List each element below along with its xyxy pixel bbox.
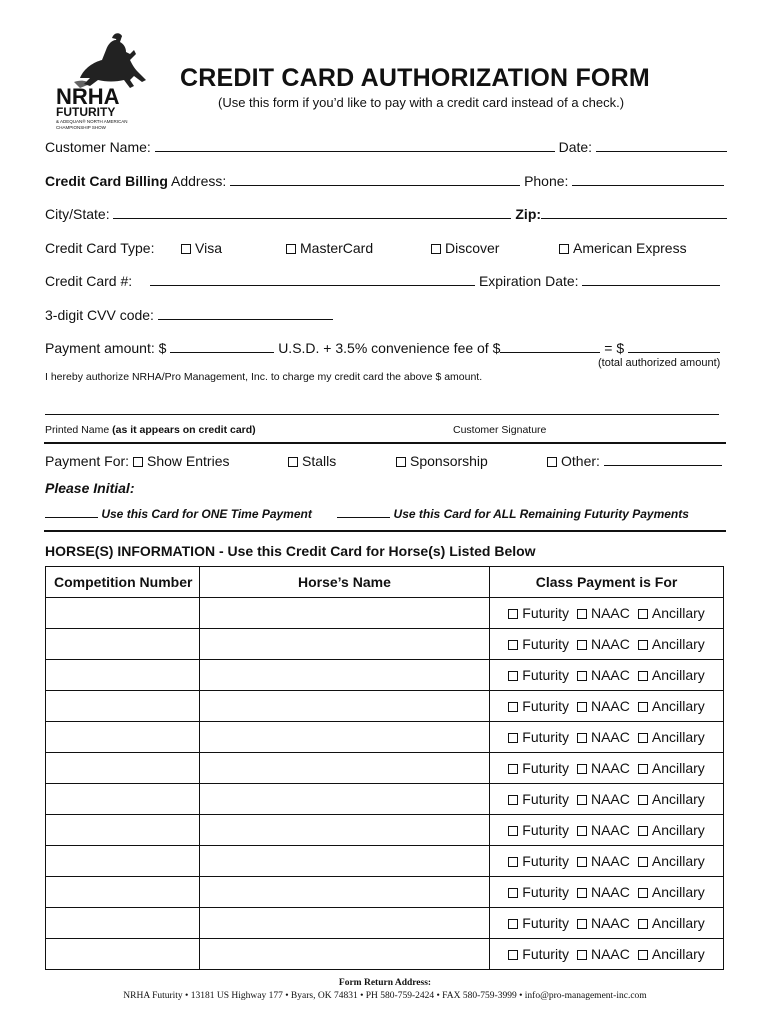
class-payment-cell [490, 753, 724, 784]
form-title: CREDIT CARD AUTHORIZATION FORM [180, 64, 650, 92]
futurity-label: Futurity [522, 791, 569, 807]
naac-checkbox[interactable] [577, 764, 587, 774]
stalls-checkbox[interactable] [288, 457, 298, 467]
class-option-futurity[interactable] [508, 853, 569, 869]
class-payment-cell [490, 877, 724, 908]
table-row [46, 629, 724, 660]
discover-option[interactable]: Discover [431, 240, 499, 256]
card-type-label: Credit Card Type: [45, 240, 155, 256]
futurity-checkbox[interactable] [508, 919, 518, 929]
ancillary-label: Ancillary [651, 853, 705, 869]
ancillary-label: Ancillary [651, 729, 705, 745]
horse-name-cell[interactable] [199, 939, 489, 970]
mastercard-option[interactable]: MasterCard [286, 240, 373, 256]
futurity-checkbox[interactable] [508, 857, 518, 867]
phone-label: Phone: [524, 173, 569, 189]
sponsorship-option[interactable]: Sponsorship [396, 453, 488, 469]
naac-label: NAAC [590, 636, 630, 652]
naac-label: NAAC [590, 698, 630, 714]
all-remaining-label: Use this Card for ALL Remaining Futurity Payments [393, 507, 689, 521]
table-row [46, 908, 724, 939]
naac-checkbox[interactable] [577, 888, 587, 898]
expiration-field[interactable] [582, 273, 720, 286]
class-payment-cell [490, 846, 724, 877]
class-option-ancillary[interactable] [638, 760, 705, 776]
naac-label: NAAC [590, 915, 630, 931]
class-option-ancillary[interactable] [638, 822, 705, 838]
naac-checkbox[interactable] [577, 702, 587, 712]
class-payment-cell [490, 722, 724, 753]
naac-label: NAAC [590, 760, 630, 776]
one-time-label: Use this Card for ONE Time Payment [101, 507, 312, 521]
please-initial-label: Please Initial: [45, 480, 135, 496]
col-class-payment: Class Payment is For [490, 567, 724, 598]
competition-number-cell[interactable] [46, 691, 200, 722]
visa-checkbox[interactable] [181, 244, 191, 254]
ancillary-label: Ancillary [651, 667, 705, 683]
class-option-futurity[interactable] [508, 884, 569, 900]
ancillary-checkbox[interactable] [638, 640, 648, 650]
payment-for-row [45, 453, 735, 469]
class-option-naac[interactable] [577, 636, 630, 652]
futurity-label: Futurity [522, 853, 569, 869]
horses-table [45, 566, 724, 970]
competition-number-cell[interactable] [46, 660, 200, 691]
authorization-statement: I hereby authorize NRHA/Pro Management, Inc. to charge my credit card the above $ amount. [45, 371, 483, 383]
horse-name-cell[interactable] [199, 629, 489, 660]
futurity-label: Futurity [522, 667, 569, 683]
competition-number-cell[interactable] [46, 815, 200, 846]
class-option-naac[interactable] [577, 791, 630, 807]
class-option-futurity[interactable] [508, 760, 569, 776]
ancillary-checkbox[interactable] [638, 764, 648, 774]
date-field[interactable] [596, 139, 727, 152]
class-option-naac[interactable] [577, 822, 630, 838]
class-option-ancillary[interactable] [638, 853, 705, 869]
footer-heading: Form Return Address: [338, 978, 432, 988]
logo-subline-text: & ADEQUAN® NORTH AMERICAN [56, 119, 128, 124]
class-payment-cell [490, 629, 724, 660]
competition-number-cell[interactable] [46, 629, 200, 660]
ancillary-checkbox[interactable] [638, 919, 648, 929]
competition-number-cell[interactable] [46, 598, 200, 629]
fee-field[interactable] [500, 340, 600, 353]
futurity-checkbox[interactable] [508, 702, 518, 712]
class-option-ancillary[interactable] [638, 667, 705, 683]
zip-field[interactable] [541, 206, 727, 219]
customer-name-label: Customer Name: [45, 139, 151, 155]
divider-1 [44, 442, 726, 444]
horse-name-cell[interactable] [199, 908, 489, 939]
horse-name-cell[interactable] [199, 846, 489, 877]
signature-line[interactable] [45, 414, 719, 415]
naac-label: NAAC [590, 946, 630, 962]
payment-amount-label: Payment amount: $ [45, 340, 167, 356]
naac-checkbox[interactable] [577, 857, 587, 867]
class-option-ancillary[interactable] [638, 915, 705, 931]
futurity-checkbox[interactable] [508, 671, 518, 681]
futurity-checkbox[interactable] [508, 733, 518, 743]
date-label: Date: [558, 139, 593, 155]
class-option-ancillary[interactable] [638, 636, 705, 652]
futurity-label: Futurity [522, 884, 569, 900]
visa-option[interactable]: Visa [181, 240, 222, 256]
ancillary-checkbox[interactable] [638, 609, 648, 619]
billing-address-field[interactable] [230, 173, 520, 186]
card-number-label: Credit Card #: [45, 273, 133, 289]
ancillary-label: Ancillary [651, 636, 705, 652]
class-option-naac[interactable] [577, 884, 630, 900]
competition-number-cell[interactable] [46, 722, 200, 753]
show-entries-option[interactable]: Show Entries [133, 453, 229, 469]
class-option-ancillary[interactable] [638, 605, 705, 621]
horse-name-cell[interactable] [199, 722, 489, 753]
billing-label-bold: Credit Card Billing [45, 173, 168, 189]
naac-label: NAAC [590, 605, 630, 621]
horse-name-cell[interactable] [199, 691, 489, 722]
naac-label: NAAC [590, 853, 630, 869]
horses-table-header [46, 567, 724, 598]
amex-option[interactable]: American Express [559, 240, 687, 256]
ancillary-checkbox[interactable] [638, 950, 648, 960]
initial-one-time-field[interactable] [45, 505, 98, 518]
customer-name-row [45, 139, 727, 155]
futurity-label: Futurity [522, 760, 569, 776]
ancillary-checkbox[interactable] [638, 888, 648, 898]
horse-name-cell[interactable] [199, 815, 489, 846]
city-row [45, 206, 727, 222]
logo-futurity-text: FUTURITY [56, 105, 116, 119]
table-row [46, 815, 724, 846]
class-payment-cell [490, 939, 724, 970]
equals-label: = $ [604, 340, 625, 356]
class-option-naac[interactable] [577, 667, 630, 683]
initial-row [45, 505, 689, 521]
class-payment-cell [490, 908, 724, 939]
naac-label: NAAC [590, 667, 630, 683]
naac-label: NAAC [590, 729, 630, 745]
competition-number-cell[interactable] [46, 753, 200, 784]
ancillary-label: Ancillary [651, 946, 705, 962]
naac-checkbox[interactable] [577, 919, 587, 929]
table-row [46, 722, 724, 753]
class-payment-cell [490, 660, 724, 691]
class-option-futurity[interactable] [508, 915, 569, 931]
amex-checkbox[interactable] [559, 244, 569, 254]
class-option-futurity[interactable] [508, 636, 569, 652]
futurity-checkbox[interactable] [508, 764, 518, 774]
naac-checkbox[interactable] [577, 826, 587, 836]
payment-for-label: Payment For: [45, 453, 130, 469]
class-payment-cell [490, 784, 724, 815]
ancillary-label: Ancillary [651, 884, 705, 900]
footer-address: NRHA Futurity • 13181 US Highway 177 • Byars, OK 74831 • PH 580-759-2424 • FAX 580-759-3999 • info@pro-management-inc.com [123, 991, 647, 1001]
horses-heading: HORSE(S) INFORMATION - Use this Credit Card for Horse(s) Listed Below [45, 543, 536, 559]
logo-subline2-text: CHAMPIONSHIP SHOW [56, 125, 106, 130]
naac-label: NAAC [590, 822, 630, 838]
class-option-naac[interactable] [577, 605, 630, 621]
billing-label: Address: [167, 173, 227, 189]
stalls-option[interactable]: Stalls [288, 453, 336, 469]
printed-name-caption: Printed Name (as it appears on credit card) [45, 424, 256, 436]
class-option-futurity[interactable] [508, 605, 569, 621]
phone-field[interactable] [572, 173, 724, 186]
expiration-label: Expiration Date: [478, 273, 579, 289]
futurity-checkbox[interactable] [508, 826, 518, 836]
cvv-label: 3-digit CVV code: [45, 307, 154, 323]
class-payment-cell [490, 598, 724, 629]
divider-2 [44, 530, 726, 532]
show-entries-checkbox[interactable] [133, 457, 143, 467]
naac-label: NAAC [590, 791, 630, 807]
col-competition-number: Competition Number [46, 567, 200, 598]
class-option-futurity[interactable] [508, 791, 569, 807]
city-state-field[interactable] [113, 206, 511, 219]
naac-checkbox[interactable] [577, 950, 587, 960]
zip-label: Zip: [515, 206, 542, 222]
ancillary-checkbox[interactable] [638, 733, 648, 743]
class-option-ancillary[interactable] [638, 791, 705, 807]
naac-checkbox[interactable] [577, 733, 587, 743]
class-option-ancillary[interactable] [638, 946, 705, 962]
total-field[interactable] [628, 340, 720, 353]
naac-label: NAAC [590, 884, 630, 900]
futurity-label: Futurity [522, 946, 569, 962]
horse-name-cell[interactable] [199, 784, 489, 815]
naac-checkbox[interactable] [577, 795, 587, 805]
cvv-field[interactable] [158, 307, 333, 320]
class-option-naac[interactable] [577, 853, 630, 869]
naac-checkbox[interactable] [577, 609, 587, 619]
futurity-label: Futurity [522, 915, 569, 931]
billing-row [45, 173, 724, 189]
city-state-label: City/State: [45, 206, 110, 222]
sponsorship-checkbox[interactable] [396, 457, 406, 467]
ancillary-label: Ancillary [651, 605, 705, 621]
class-option-ancillary[interactable] [638, 729, 705, 745]
ancillary-label: Ancillary [651, 915, 705, 931]
customer-signature-caption: Customer Signature [453, 424, 547, 436]
class-option-futurity[interactable] [508, 946, 569, 962]
payment-amount-row [45, 340, 720, 356]
cvv-row [45, 307, 333, 323]
competition-number-cell[interactable] [46, 877, 200, 908]
competition-number-cell[interactable] [46, 784, 200, 815]
futurity-label: Futurity [522, 636, 569, 652]
nrha-futurity-logo [50, 30, 160, 130]
logo-nrha-text: NRHA [56, 84, 120, 109]
ancillary-checkbox[interactable] [638, 826, 648, 836]
card-type-row [45, 240, 735, 256]
horse-name-cell[interactable] [199, 877, 489, 908]
futurity-checkbox[interactable] [508, 950, 518, 960]
mastercard-checkbox[interactable] [286, 244, 296, 254]
usd-fee-label: U.S.D. + 3.5% convenience fee of $ [278, 340, 501, 356]
total-note: (total authorized amount) [598, 357, 721, 369]
ancillary-checkbox[interactable] [638, 702, 648, 712]
ancillary-label: Ancillary [651, 822, 705, 838]
horse-name-cell[interactable] [199, 598, 489, 629]
card-number-field[interactable] [150, 273, 475, 286]
other-option[interactable]: Other: [547, 453, 722, 469]
naac-checkbox[interactable] [577, 671, 587, 681]
ancillary-checkbox[interactable] [638, 857, 648, 867]
class-option-futurity[interactable] [508, 822, 569, 838]
class-payment-cell [490, 815, 724, 846]
class-option-naac[interactable] [577, 729, 630, 745]
table-row [46, 753, 724, 784]
table-row [46, 660, 724, 691]
ancillary-label: Ancillary [651, 698, 705, 714]
futurity-label: Futurity [522, 822, 569, 838]
naac-checkbox[interactable] [577, 640, 587, 650]
ancillary-label: Ancillary [651, 791, 705, 807]
class-option-futurity[interactable] [508, 667, 569, 683]
other-checkbox[interactable] [547, 457, 557, 467]
table-row [46, 877, 724, 908]
futurity-label: Futurity [522, 729, 569, 745]
class-option-naac[interactable] [577, 915, 630, 931]
class-option-naac[interactable] [577, 946, 630, 962]
class-option-futurity[interactable] [508, 698, 569, 714]
form-subtitle: (Use this form if you’d like to pay with a credit card instead of a check.) [218, 95, 625, 110]
ancillary-checkbox[interactable] [638, 795, 648, 805]
futurity-label: Futurity [522, 698, 569, 714]
competition-number-cell[interactable] [46, 846, 200, 877]
customer-name-field[interactable] [155, 139, 555, 152]
futurity-checkbox[interactable] [508, 888, 518, 898]
futurity-label: Futurity [522, 605, 569, 621]
competition-number-cell[interactable] [46, 939, 200, 970]
class-option-ancillary[interactable] [638, 698, 705, 714]
card-number-row [45, 273, 720, 289]
other-field[interactable] [604, 453, 722, 466]
col-horse-name: Horse’s Name [199, 567, 489, 598]
discover-checkbox[interactable] [431, 244, 441, 254]
table-row [46, 784, 724, 815]
class-option-ancillary[interactable] [638, 884, 705, 900]
class-option-naac[interactable] [577, 698, 630, 714]
horse-name-cell[interactable] [199, 660, 489, 691]
futurity-checkbox[interactable] [508, 640, 518, 650]
futurity-checkbox[interactable] [508, 609, 518, 619]
competition-number-cell[interactable] [46, 908, 200, 939]
table-row [46, 691, 724, 722]
initial-all-remaining-field[interactable] [337, 505, 390, 518]
class-option-futurity[interactable] [508, 729, 569, 745]
class-payment-cell [490, 691, 724, 722]
table-row [46, 846, 724, 877]
table-row [46, 939, 724, 970]
futurity-checkbox[interactable] [508, 795, 518, 805]
ancillary-label: Ancillary [651, 760, 705, 776]
table-row [46, 598, 724, 629]
ancillary-checkbox[interactable] [638, 671, 648, 681]
class-option-naac[interactable] [577, 760, 630, 776]
payment-amount-field[interactable] [170, 340, 274, 353]
horse-name-cell[interactable] [199, 753, 489, 784]
